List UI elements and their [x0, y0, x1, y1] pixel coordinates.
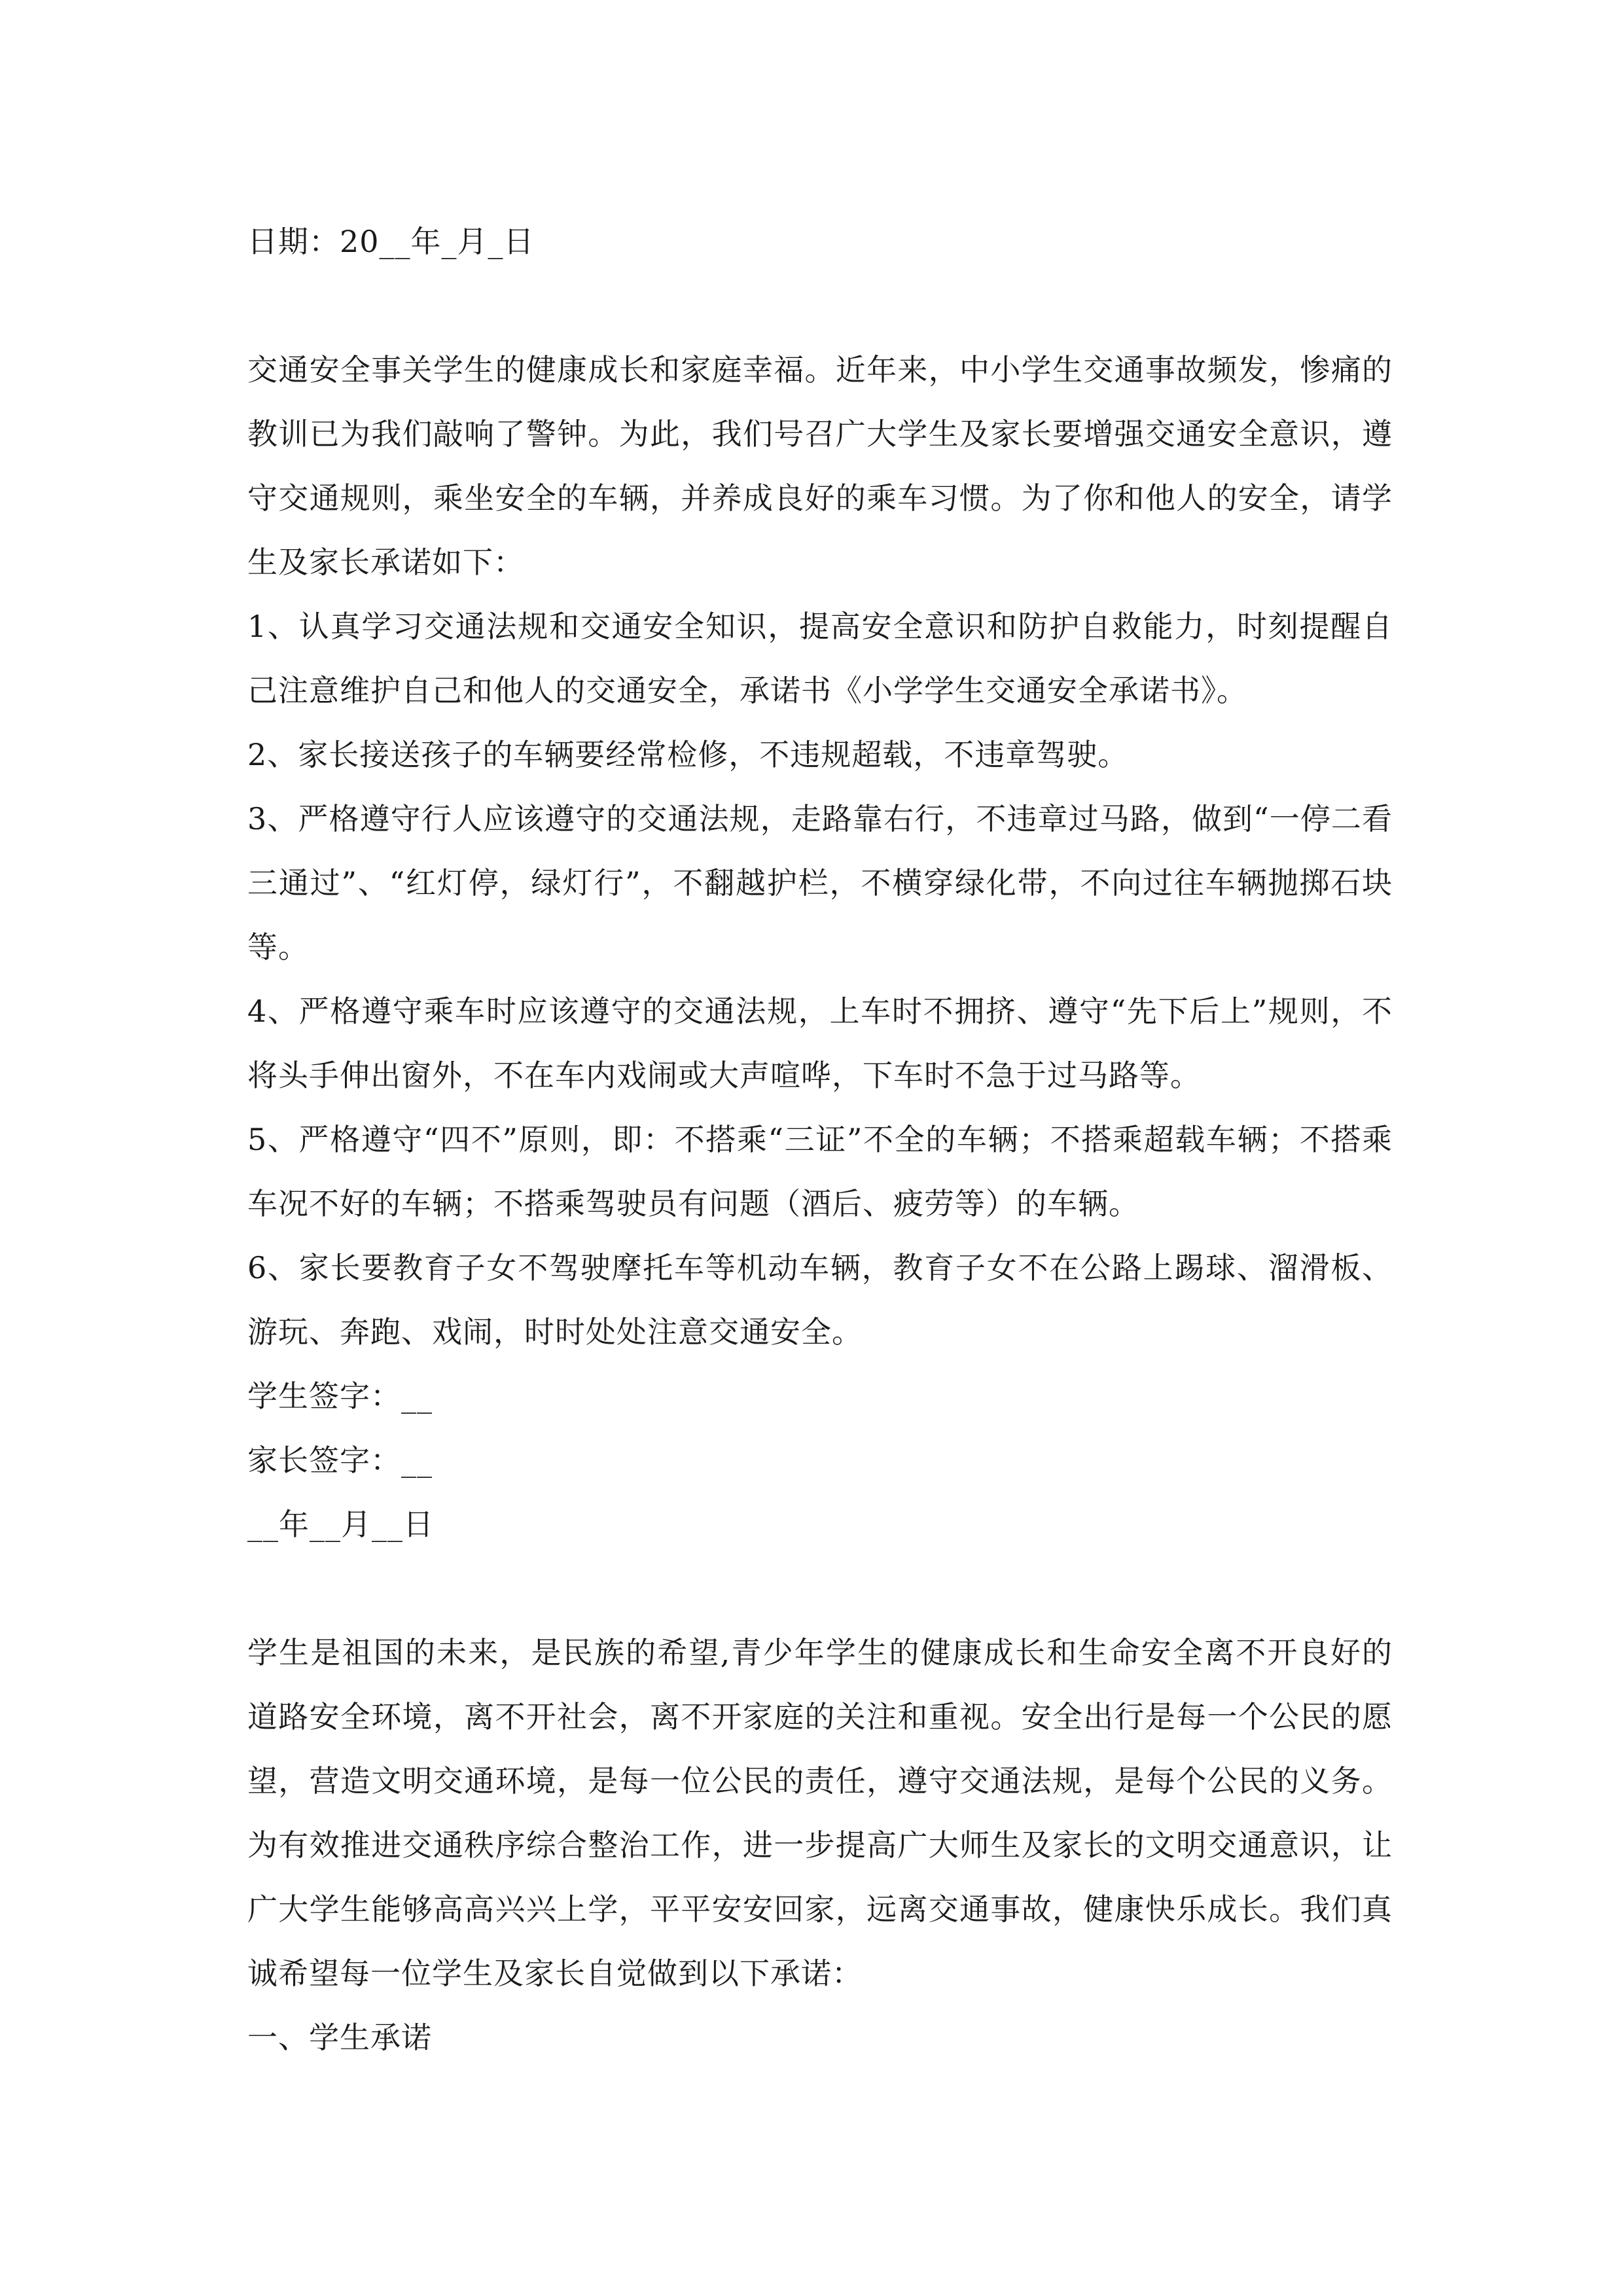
pledge-item-5: 5、严格遵守“四不”原则，即：不搭乘“三证”不全的车辆；不搭乘超载车辆；不搭乘车况不好的车辆；不搭乘驾驶员有问题（酒后、疲劳等）的车辆。: [247, 1122, 1393, 1221]
pledge-item-1: 1、认真学习交通法规和交通安全知识，提高安全意识和防护自救能力，时刻提醒自己注意维护自己和他人的交通安全，承诺书《小学学生交通安全承诺书》。: [247, 609, 1393, 708]
pledge-item-3: 3、严格遵守行人应该遵守的交通法规，走路靠右行，不违章过马路，做到“一停二看三通过”、“红灯停，绿灯行”，不翻越护栏，不横穿绿化带，不向过往车辆抛掷石块等。: [247, 801, 1393, 965]
section-gap: [247, 1556, 1393, 1621]
student-pledge-heading: 一、学生承诺: [247, 2020, 432, 2055]
pledge-item-6: 6、家长要教育子女不驾驶摩托车等机动车辆，教育子女不在公路上踢球、溜滑板、游玩、奔跑、戏闹，时时处处注意交通安全。: [247, 1250, 1393, 1350]
date-line: 日期：20__年_月_日: [247, 224, 535, 259]
signature-date-line: __年__月__日: [247, 1507, 434, 1542]
student-signature-line: 学生签字：__: [247, 1378, 433, 1414]
parent-signature-line: 家长签字：__: [247, 1443, 433, 1478]
document-body: [247, 209, 1393, 2070]
intro-paragraph: 交通安全事关学生的健康成长和家庭幸福。近年来，中小学生交通事故频发，惨痛的教训已为我们敲响了警钟。为此，我们号召广大学生及家长要增强交通安全意识，遵守交通规则，乘坐安全的车辆，并养成良好的乘车习惯。为了你和他人的安全，请学生及家长承诺如下：: [247, 352, 1393, 580]
pledge-item-4: 4、严格遵守乘车时应该遵守的交通法规，上车时不拥挤、遵守“先下后上”规则，不将头手伸出窗外，不在车内戏闹或大声喧哗，下车时不急于过马路等。: [247, 994, 1393, 1093]
second-intro-paragraph: 学生是祖国的未来，是民族的希望,青少年学生的健康成长和生命安全离不开良好的道路安全环境，离不开社会，离不开家庭的关注和重视。安全出行是每一个公民的愿望，营造文明交通环境，是每一位公民的责任，遵守交通法规，是每个公民的义务。为有效推进交通秩序综合整治工作，进一步提高广大师生及家长的文明交通意识，让广大学生能够高高兴兴上学，平平安安回家，远离交通事故，健康快乐成长。我们真诚希望每一位学生及家长自觉做到以下承诺：: [247, 1635, 1393, 1991]
paragraph-gap: [247, 274, 1393, 338]
pledge-item-2: 2、家长接送孩子的车辆要经常检修，不违规超载，不违章驾驶。: [247, 737, 1129, 772]
